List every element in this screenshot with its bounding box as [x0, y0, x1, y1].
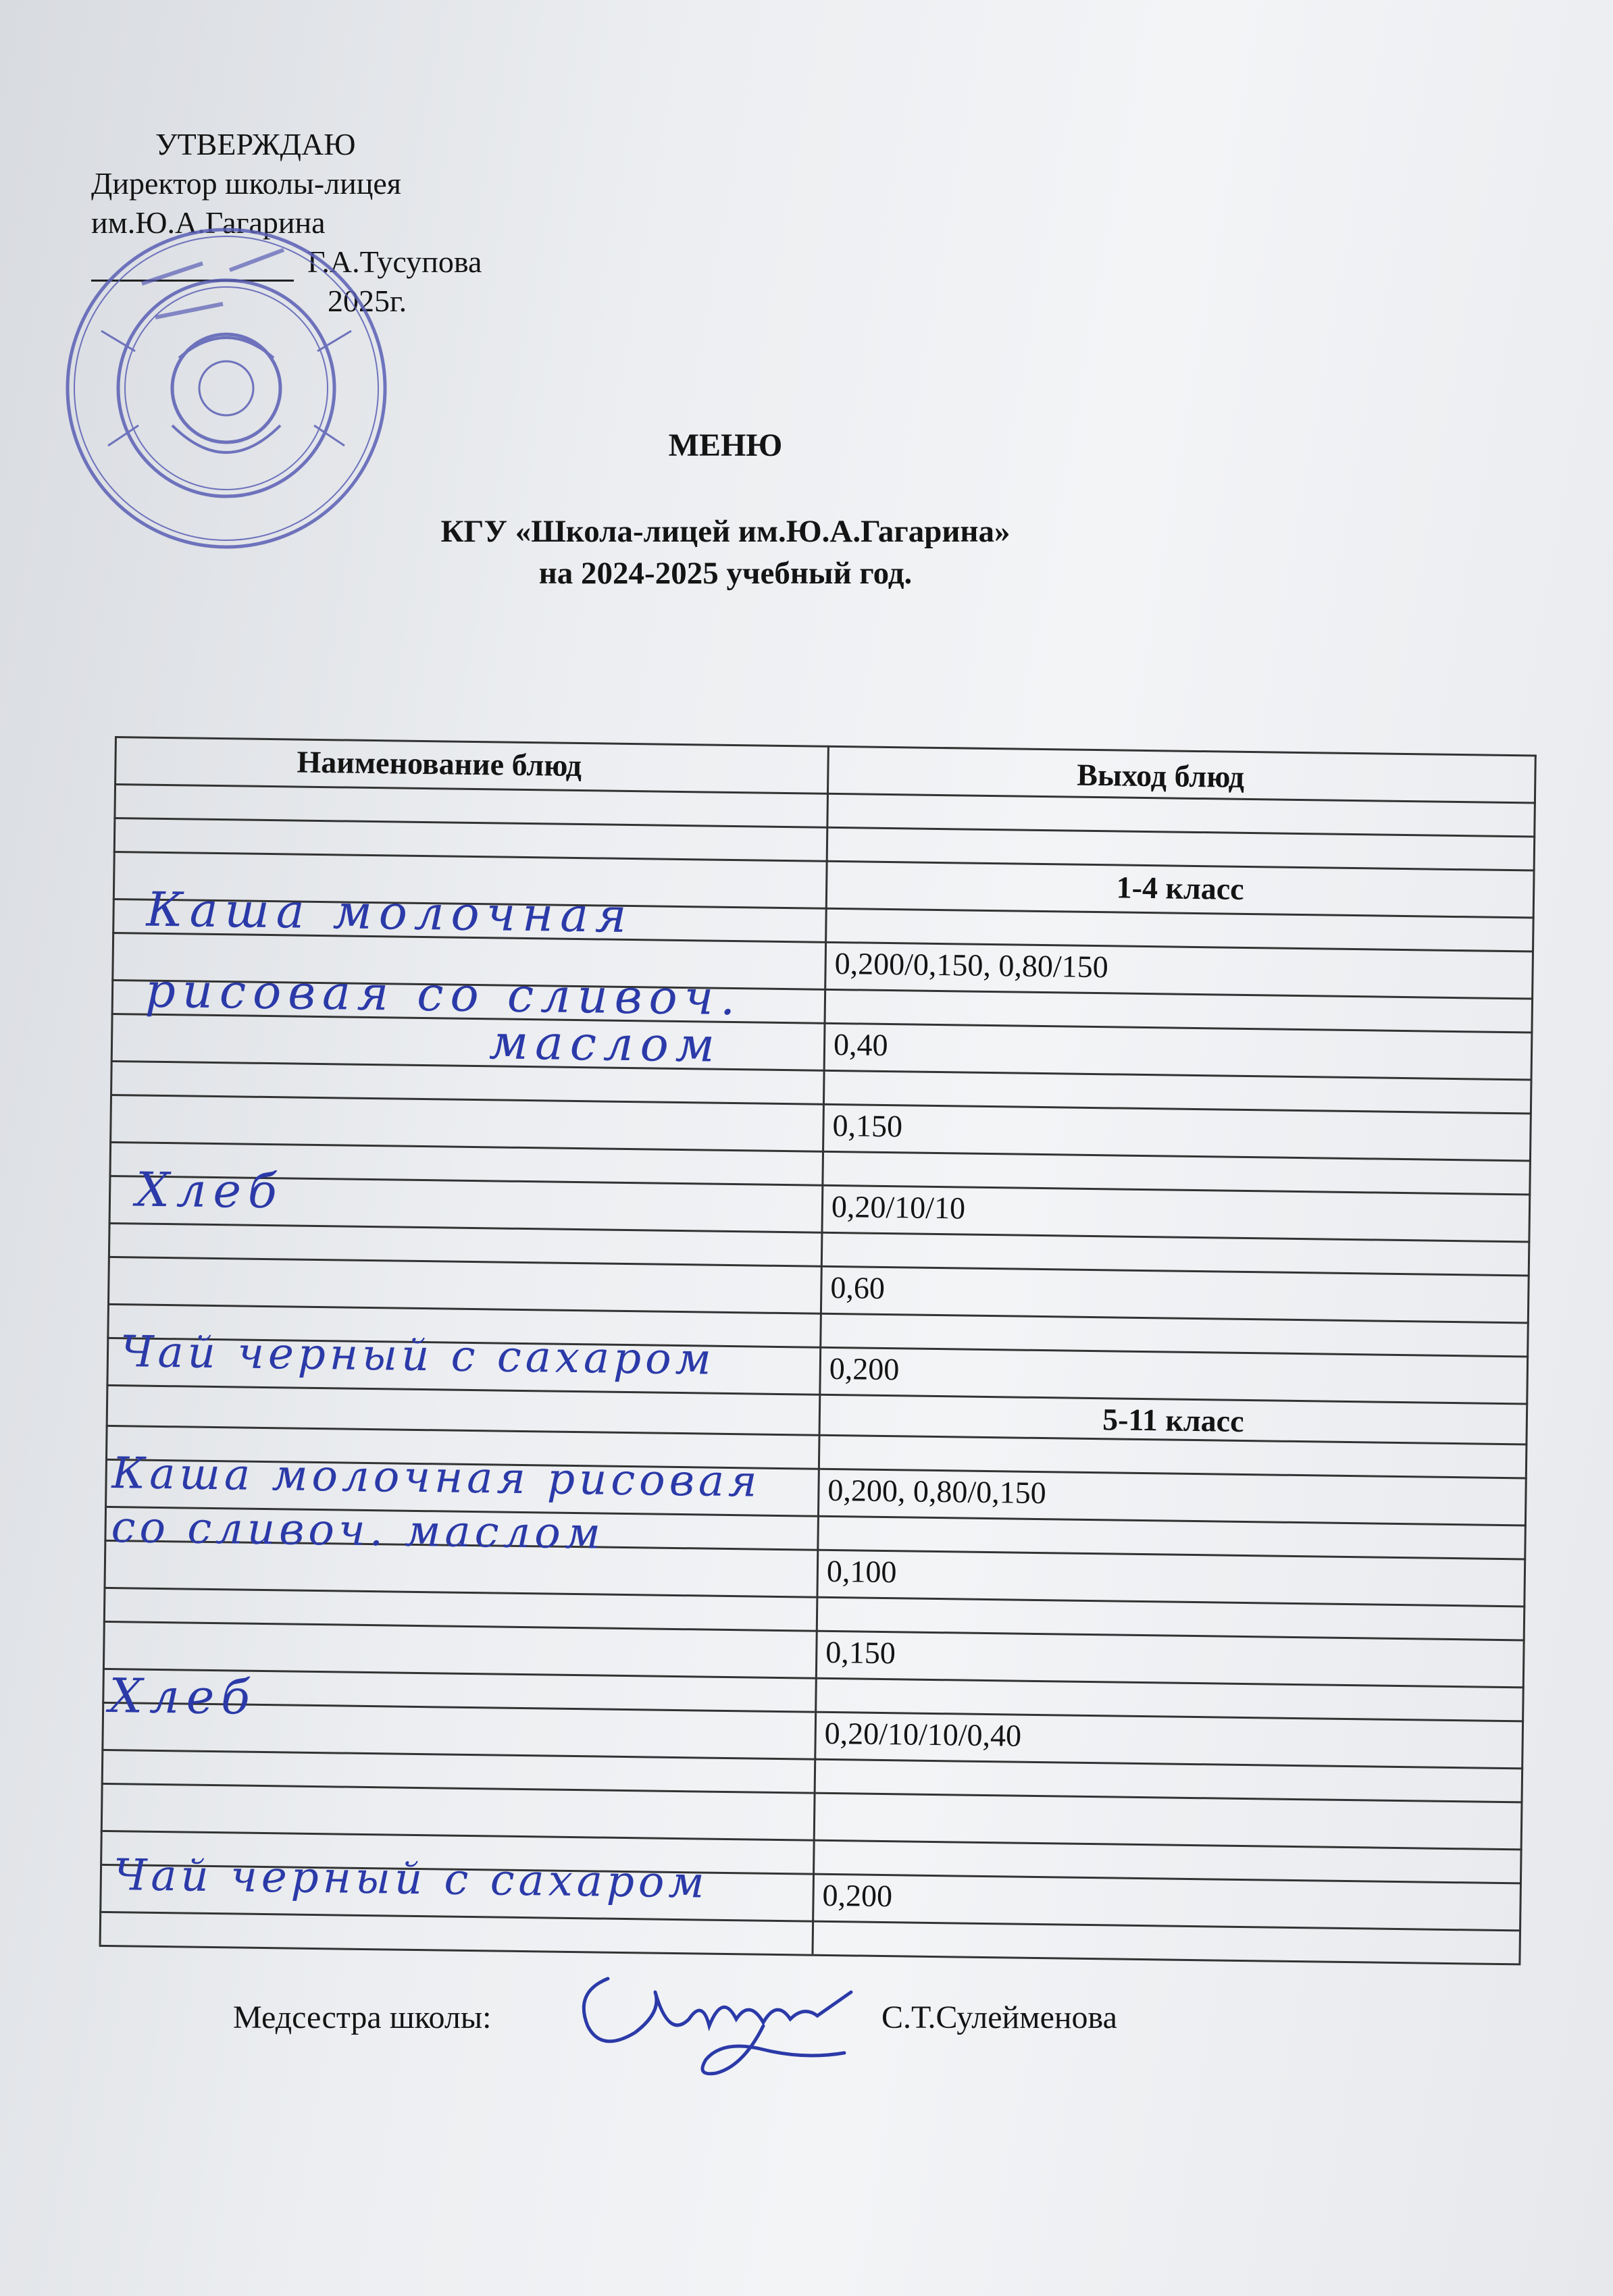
approval-heading: УТВЕРЖДАЮ [155, 127, 356, 161]
handwritten-dish: со сливоч. маслом [111, 1503, 605, 1559]
handwritten-dish: Хлеб [108, 1668, 257, 1725]
output-value: 0,20/10/10/0,40 [824, 1715, 1022, 1753]
column-header-dish: Наименование блюд [297, 744, 582, 783]
nurse-label: Медсестра школы: [233, 2000, 492, 2035]
output-value: 0,60 [830, 1270, 886, 1305]
approval-year: 2025г. [328, 284, 407, 318]
handwritten-dish: Чай черный с сахаром [113, 1850, 709, 1908]
output-value: 0,150 [832, 1107, 903, 1144]
menu-title: МЕНЮ [668, 427, 783, 463]
output-value: 0,200, 0,80/0,150 [827, 1472, 1047, 1511]
organization-title: КГУ «Школа-лицей им.Ю.А.Гагарина» [440, 514, 1010, 549]
output-value: 0,40 [833, 1026, 888, 1063]
output-value: 0,200 [822, 1877, 893, 1914]
period-title: на 2024-2025 учебный год. [538, 556, 913, 591]
handwritten-dish: рисовая со сливоч. [145, 962, 742, 1026]
output-value: 0,200/0,150, 0,80/150 [834, 945, 1109, 985]
official-stamp-icon [61, 223, 392, 554]
nurse-name: С.Т.Сулейменова [881, 2000, 1117, 2035]
handwritten-signature-icon [561, 1952, 878, 2087]
handwritten-dish: Каша молочная [146, 881, 634, 944]
menu-table [99, 736, 1537, 1963]
approval-position: Директор школы-лицея [91, 166, 401, 201]
handwritten-dish: Хлеб [135, 1162, 284, 1220]
output-value: 0,100 [826, 1553, 897, 1590]
column-header-output: Выход блюд [1077, 757, 1245, 794]
output-value: 0,20/10/10 [831, 1189, 966, 1226]
group-label-5-11: 5-11 класс [1102, 1402, 1244, 1438]
group-label-1-4: 1-4 класс [1116, 870, 1244, 906]
approval-signer: Г.А.Тусупова [307, 244, 482, 279]
approval-school: им.Ю.А.Гагарина [91, 205, 326, 240]
output-value: 0,150 [825, 1634, 896, 1671]
handwritten-dish: Каша молочная рисовая [111, 1449, 761, 1507]
handwritten-dish: маслом [488, 1014, 722, 1073]
output-value: 0,200 [829, 1351, 900, 1387]
handwritten-dish: Чай черный с сахаром [120, 1327, 716, 1385]
